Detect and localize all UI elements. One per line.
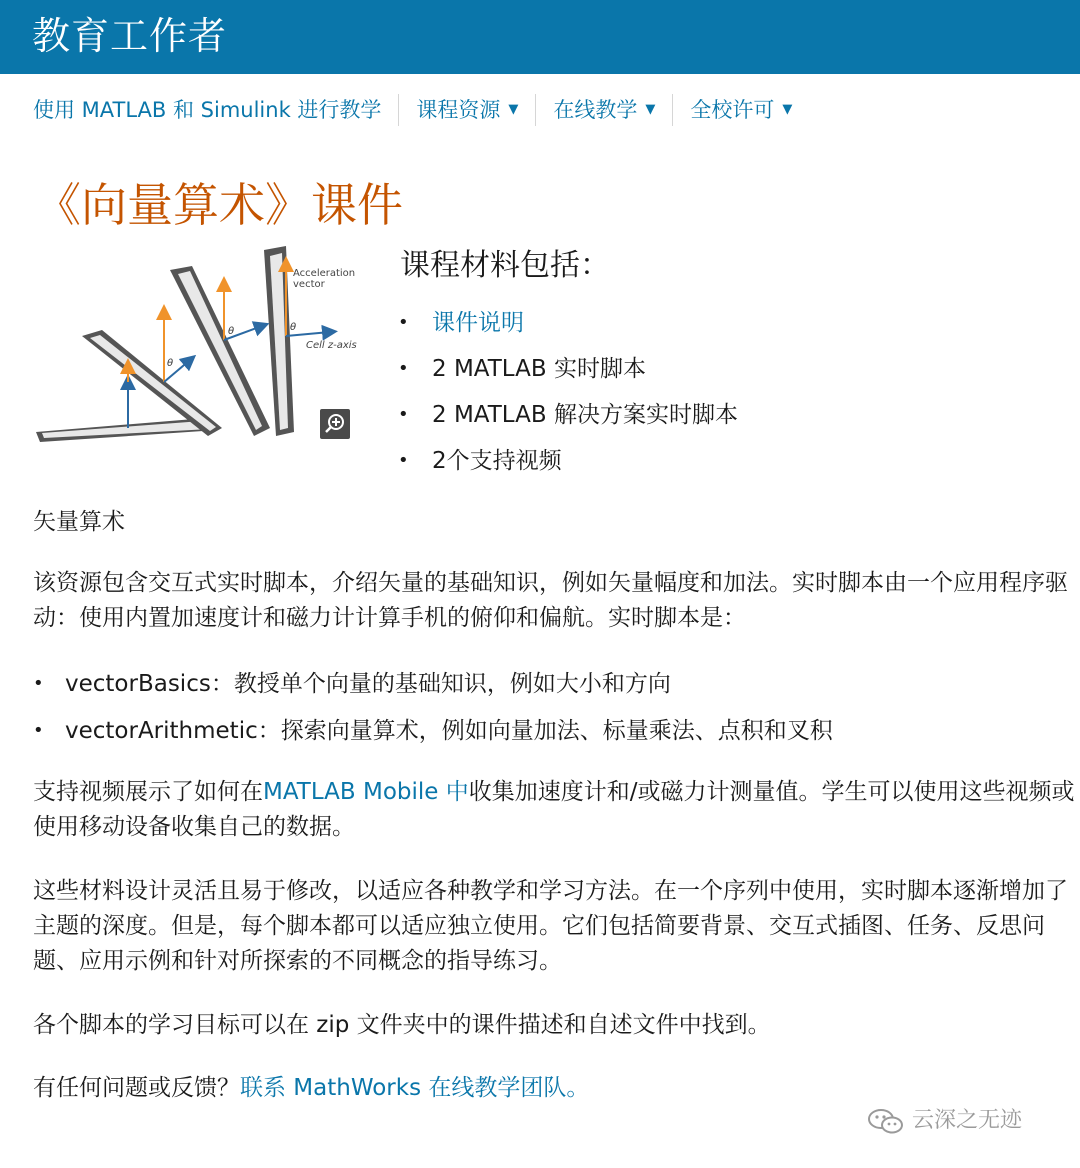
list-item: • vectorBasics：教授单个向量的基础知识，例如大小和方向 [33,664,833,711]
caret-down-icon: ▼ [508,102,519,117]
courseware-description-link[interactable]: 课件说明 [432,310,524,336]
video-text: 收集加速度计和/或磁力计测量值。学生可以使用这些视频或使用移动设备收集自己的数据。 [33,779,1075,840]
objectives-paragraph: 各个脚本的学习目标可以在 zip 文件夹中的课件描述和自述文件中找到。 [33,1012,771,1038]
video-text: 支持视频展示了如何在 [33,779,263,805]
design-paragraph: 这些材料设计灵活且易于修改，以适应各种教学和学习方法。在一个序列中使用，实时脚本逐渐增加了主题的深度。但是，每个脚本都可以适应独立使用。它们包括简要背景、交互式插图、任务、反思问题、应用示例和针对所探索的不同概念的指导练习。 [33,878,1068,974]
nav-divider [535,94,536,126]
list-item: • 2 MATLAB 实时脚本 [398,346,738,392]
watermark-text: 云深之无迹 [912,1108,1023,1133]
nav-item-label: 使用 MATLAB 和 Simulink 进行教学 [33,98,382,122]
matlab-mobile-link[interactable]: MATLAB Mobile 中 [263,779,469,805]
phone-tilt-illustration[interactable] [30,240,366,450]
header-banner [0,0,1080,74]
list-item: • 2 MATLAB 解决方案实时脚本 [398,392,738,438]
list-item: • 2个支持视频 [398,438,738,484]
theta-label: θ [167,358,174,369]
caret-down-icon: ▼ [645,102,656,117]
nav-item-online-teaching[interactable] [553,93,655,127]
acceleration-label: Acceleration [293,268,356,279]
feedback-text: 有任何问题或反馈？ [33,1075,240,1101]
contact-team-link[interactable]: 联系 MathWorks 在线教学团队。 [240,1075,590,1101]
materials-list [398,300,738,484]
page-title: 《向量算术》课件 [35,178,403,232]
top-nav [33,93,792,127]
theta-label: θ [290,322,297,333]
vector-label: vector [293,279,325,290]
wechat-icon [866,1106,906,1136]
cell-axis-label: Cell z-axis [306,340,357,351]
list-item [398,300,738,346]
zoom-button[interactable] [320,409,350,439]
zoom-in-icon [320,409,350,439]
site-title[interactable]: 教育工作者 [32,14,228,58]
feedback-paragraph [33,1071,1075,1106]
nav-item-campus-license[interactable] [690,93,792,127]
watermark [866,1103,1022,1139]
nav-divider [398,94,399,126]
list-item: • vectorArithmetic：探索向量算术，例如向量加法、标量乘法、点积和叉积 [33,711,833,758]
scripts-list [33,664,833,758]
nav-item-label: 全校许可 [690,98,775,122]
materials-heading: 课程材料包括： [400,248,610,283]
nav-item-teaching[interactable] [33,93,381,127]
section-title: 矢量算术 [33,509,125,535]
nav-divider [672,94,673,126]
caret-down-icon: ▼ [782,102,793,117]
intro-paragraph: 该资源包含交互式实时脚本，介绍矢量的基础知识，例如矢量幅度和加法。实时脚本由一个应用程序驱动：使用内置加速度计和磁力计计算手机的俯仰和偏航。实时脚本是： [33,570,1068,631]
video-paragraph [33,775,1075,845]
theta-label: θ [228,326,235,337]
nav-item-course-resources[interactable] [416,93,518,127]
nav-item-label: 课程资源 [416,98,501,122]
nav-item-label: 在线教学 [553,98,638,122]
